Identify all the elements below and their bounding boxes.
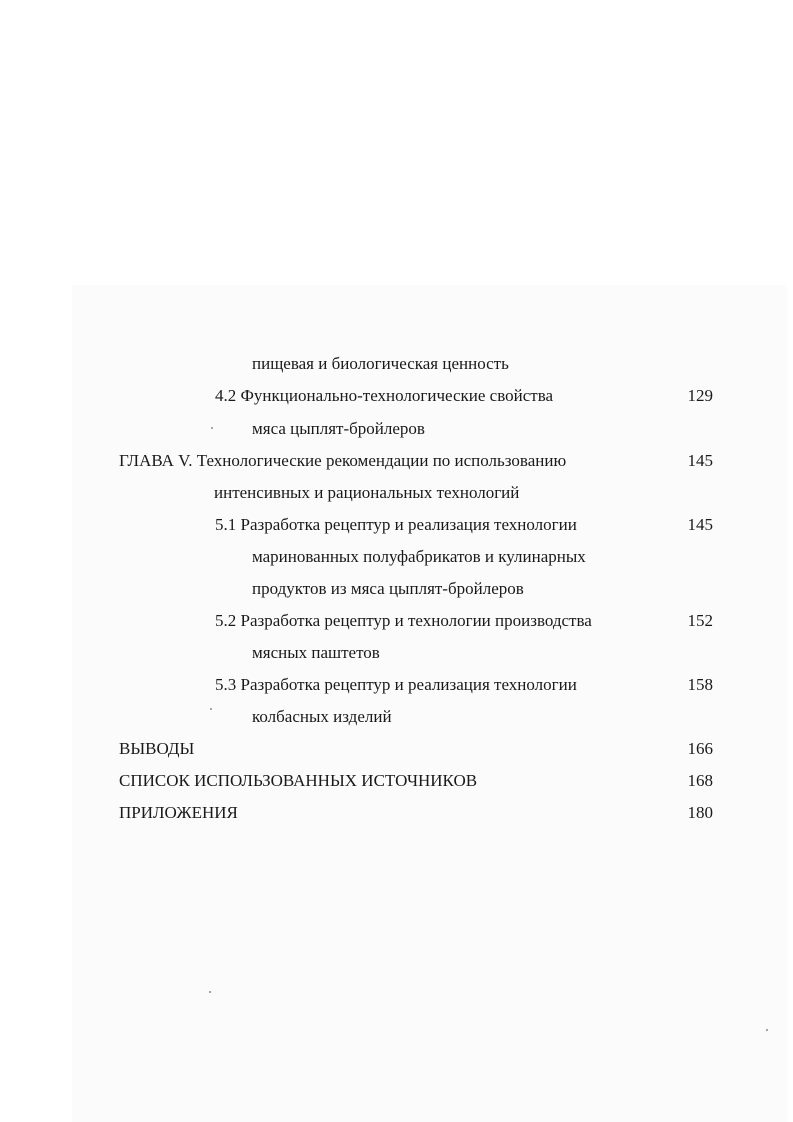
toc-entry-text: ПРИЛОЖЕНИЯ xyxy=(119,803,238,822)
toc-entry-text: мяса цыплят-бройлеров xyxy=(252,419,425,438)
scan-speck xyxy=(766,1029,768,1031)
toc-entry-text: ВЫВОДЫ xyxy=(119,739,195,758)
toc-entry-text: 5.2 Разработка рецептур и технологии производства xyxy=(215,611,592,630)
scan-background xyxy=(72,285,787,1122)
toc-entry-text: колбасных изделий xyxy=(252,707,392,726)
toc-page-number: 129 xyxy=(687,386,713,405)
toc-entry-text: мясных паштетов xyxy=(252,643,380,662)
toc-page-number: 158 xyxy=(687,675,713,694)
toc-page-number: 152 xyxy=(687,611,713,630)
toc-page-number: 166 xyxy=(687,739,713,758)
scan-speck xyxy=(209,991,211,993)
toc-page-number: 180 xyxy=(687,803,713,822)
toc-entry-text: пищевая и биологическая ценность xyxy=(252,354,509,373)
toc-entry-text: 5.1 Разработка рецептур и реализация технологии xyxy=(215,515,577,534)
toc-page-number: 145 xyxy=(687,515,713,534)
toc-entry-text: интенсивных и рациональных технологий xyxy=(214,483,520,502)
toc-entry-text: 5.3 Разработка рецептур и реализация технологии xyxy=(215,675,577,694)
toc-entry-text: продуктов из мяса цыплят-бройлеров xyxy=(252,579,524,598)
scan-speck xyxy=(211,427,213,429)
toc-page-number: 168 xyxy=(687,771,713,790)
toc-entry-text: 4.2 Функционально-технологические свойства xyxy=(215,386,554,405)
toc-entry-text: ГЛАВА V. Технологические рекомендации по использованию xyxy=(119,451,567,470)
toc-page-number: 145 xyxy=(687,451,713,470)
toc-entry-text: маринованных полуфабрикатов и кулинарных xyxy=(252,547,586,566)
toc-entry-text: СПИСОК ИСПОЛЬЗОВАННЫХ ИСТОЧНИКОВ xyxy=(119,771,478,790)
scan-speck xyxy=(210,708,212,710)
